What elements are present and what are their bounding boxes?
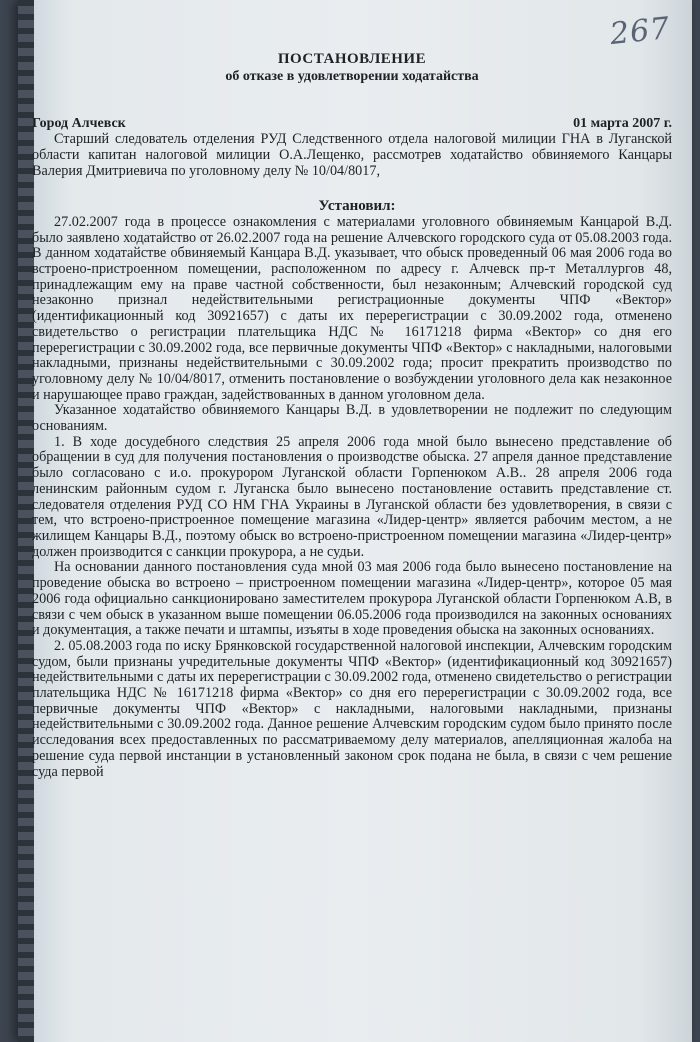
document-sheet <box>18 0 692 1042</box>
finding-paragraph: 27.02.2007 года в процессе ознакомления с материалами уголовного обвиняемым Канцарой В.Д. было заявлено ходатайство от 26.02.2007 года на решение Алчевского городского суда от 05.08.2003 года. В данном ходатайстве обвиняемый Канцара В.Д. указывает, что обыск проведенный 06 мая 2006 года во встроено-пристроенном помещении, расположенном по адресу г. Алчевск пр-т Металлургов 48, принадлежащим ему на праве частной собственности, был незаконным; Алчевский городской суд незаконно признал недействительными регистрационные документы ЧПФ «Вектор» (идентификационный код 30921657) с даты их перерегистрации с 30.09.2002 года, отменено свидетельство о регистрации плательщика НДС № 16171218 фирма «Вектор» со дня его перерегистрации с 30.09.2002 года, все первичные документы ЧПФ «Вектор» с накладными, налоговыми накладными, признаны недействительными с 30.09.2002 года; просит прекратить производство по уголовному делу № 10/04/8017, отменить постановление о возбуждении уголовного дела как незаконное и нарушающее право граждан, задействованных в данном уголовном дела. <box>32 213 672 403</box>
ground-item-1-continued: На основании данного постановления суда мной 03 мая 2006 года было вынесено постановление на проведение обыска во встроено – пристроенном помещении магазина «Лидер-центр», которое 05 мая 2006 года официально санкционировано заместителем прокурора Луганской области Горпенюком А.В, в связи с чем обыск в указанном выше помещении 06.05.2006 года производился на законных основаниях и документация, а также печати и штампы, изъяты в ходе проведения обыска на законных основаниях. <box>32 559 672 639</box>
ground-item-2: 2. 05.08.2003 года по иску Брянковской государственной налоговой инспекции, Алчевским городским судом, были признаны учредительные документы ЧПФ «Вектор» (идентификационный код 30921657) недействительными с даты их перерегистрации с 30.09.2002 года, отменено свидетельство о регистрации плательщика НДС № 16171218 фирма «Вектор» со дня его перерегистрации с 30.09.2002 года, все первичные документы ЧПФ «Вектор» с накладными, налоговыми накладными, признаны недействительными с 30.09.2002 года. Данное решение Алчевским городским судом было принято после исследования всех предоставленных по рассматриваемому делу материалов, апелляционная жалоба на решение суда первой инстанции в установленный законом срок подана не была, в связи с чем решение суда первой <box>32 637 672 780</box>
place-date-row <box>32 116 672 132</box>
document-date: 01 марта 2007 г. <box>573 116 672 132</box>
intro-paragraph: Старший следователь отделения РУД Следственного отдела налоговой милиции ГНА в Луганской области капитан налоговой милиции О.А.Лещенко, рассмотрев ходатайство обвиняемого Канцары Валерия Дмитриевича по уголовному делу № 10/04/8017, <box>32 131 672 179</box>
document-body <box>32 52 672 780</box>
established-heading: Установил: <box>318 198 396 215</box>
document-subtitle: об отказе в удовлетворении ходатайства <box>225 68 479 84</box>
handwritten-page-number: 267 <box>608 10 672 53</box>
city: Город Алчевск <box>32 116 126 132</box>
ground-item-1: 1. В ходе досудебного следствия 25 апреля 2006 года мной было вынесено представление об обращении в суд для получения постановления о производстве обыска. 27 апреля данное представление было согласовано с и.о. прокурором Луганской области Горпенюком А.В.. 28 апреля 2006 года ленинским районным судом г. Луганска было вынесено постановление оставить представление ст. следователя отделения РУД СО НМ ГНА Украины в Луганской области без удовлетворения, в связи с тем, что встроено-пристроенное помещение магазина «Лидер-центр» является рабочим местом, а не жилищем Канцары В.Д., поэтому обыск во встроено-пристроенном помещении магазина «Лидер-центр» должен производится с санкции прокурора, а не судьи. <box>32 433 672 560</box>
document-title: ПОСТАНОВЛЕНИЕ <box>277 51 427 67</box>
decision-paragraph: Указанное ходатайство обвиняемого Канцары В.Д. в удовлетворении не подлежит по следующим основаниям. <box>32 402 672 435</box>
